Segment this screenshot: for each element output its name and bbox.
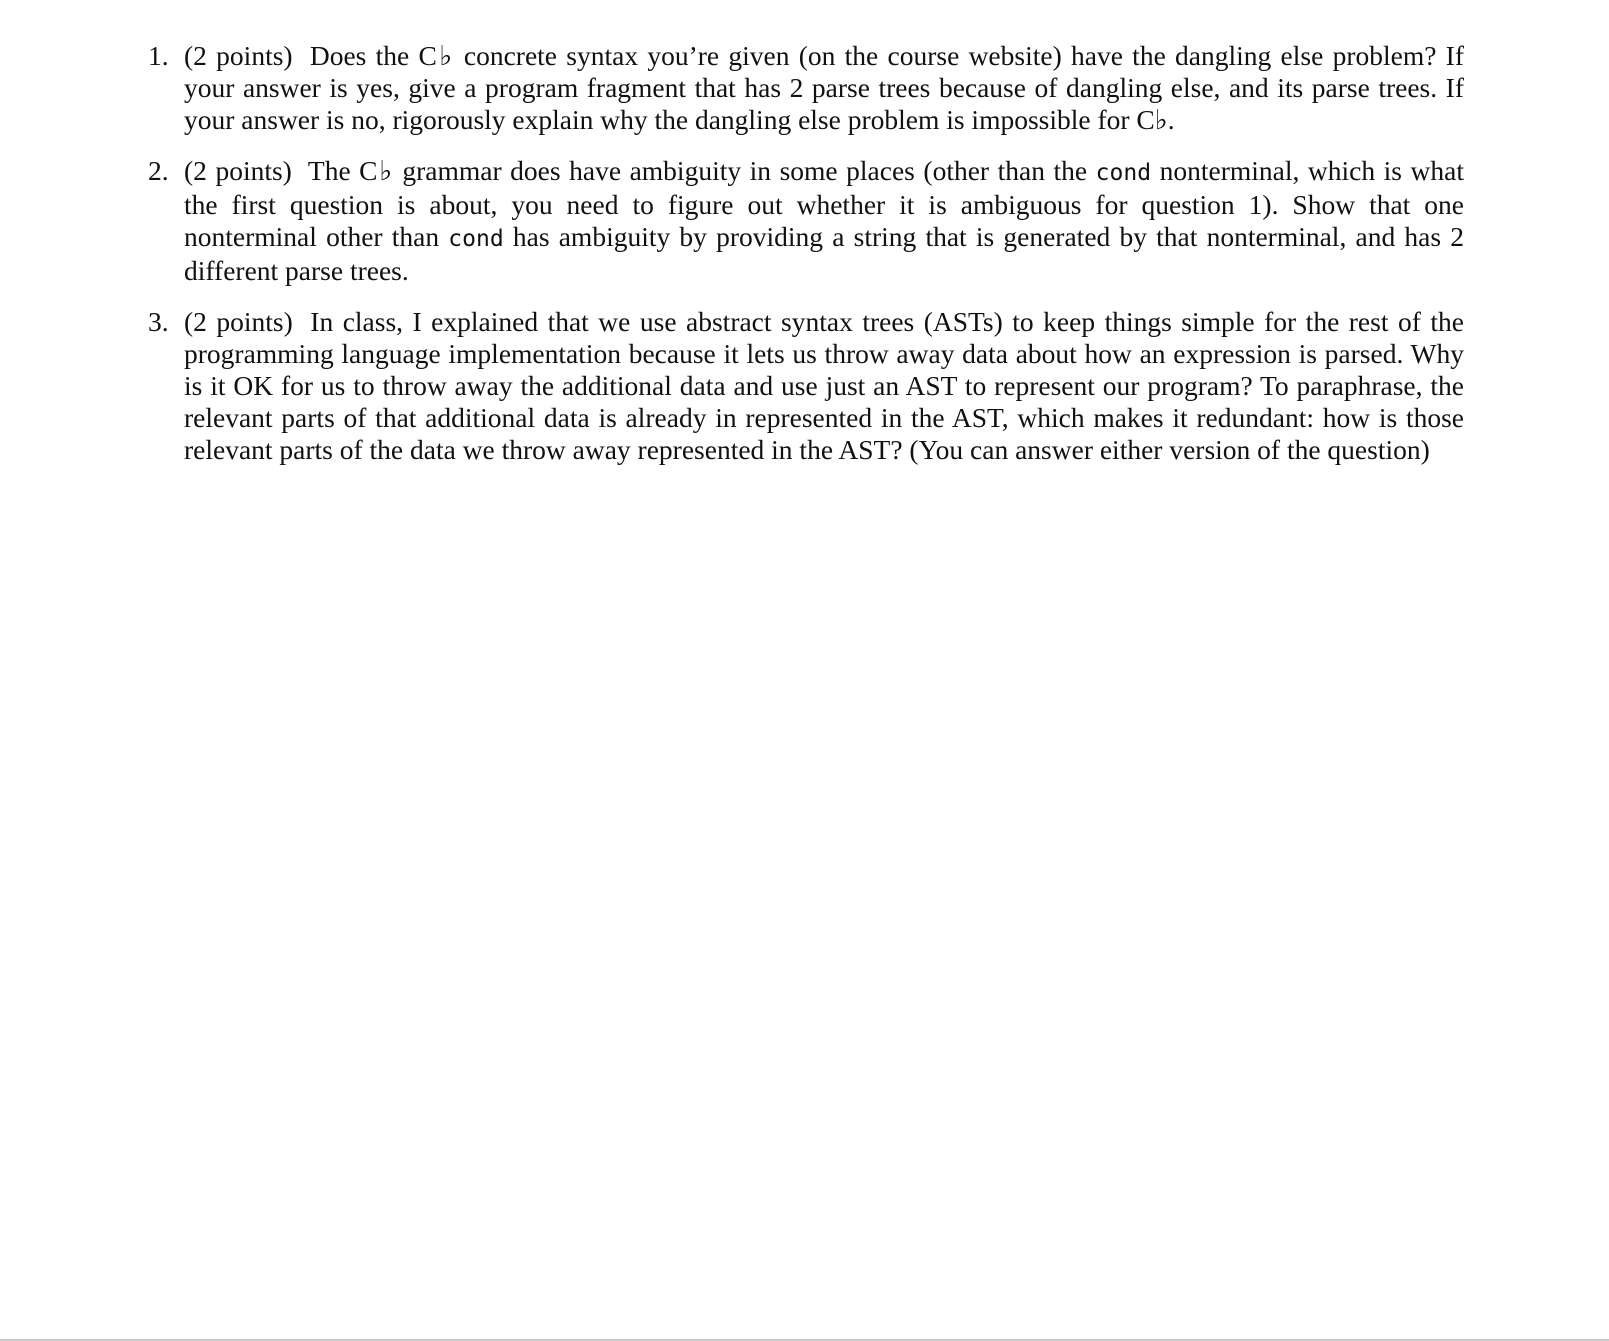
question-1: [148, 40, 1464, 136]
question-points: (2 points): [184, 155, 292, 186]
code-term: cond: [1095, 160, 1152, 186]
question-text-part: has ambiguity by providing a string that is generated by that nonterminal, and has 2 different parse trees.: [184, 221, 1464, 286]
question-text: Does the C♭ concrete syntax you’re given (on the course website) have the dangling else problem? If your answer is yes, give a program fragment that has 2 parse trees because of dangling else, and its parse trees. If your answer is no, rigorously explain why the dangling else problem is impossible for C♭.: [184, 40, 1464, 135]
question-number: 1.: [148, 40, 169, 71]
question-text-part: nonterminal, which is what the first question is about, you need to figure out whether it is ambiguous for question 1). Show that one nonterminal other than: [184, 155, 1464, 252]
question-text: In class, I explained that we use abstract syntax trees (ASTs) to keep things simple for the rest of the programming language implementation because it lets us throw away data about how an expression is parsed. Why is it OK for us to throw away the additional data and use just an AST to represent our program? To paraphrase, the relevant parts of that additional data is already in represented in the AST, which makes it redundant: how is those relevant parts of the data we throw away represented in the AST? (You can answer either version of the question): [184, 306, 1464, 465]
question-number: 2.: [148, 155, 169, 186]
question-3: [148, 306, 1464, 466]
question-text-part: The C♭ grammar does have ambiguity in some places (other than the: [307, 155, 1088, 186]
question-number: 3.: [148, 306, 169, 337]
question-points: (2 points): [184, 306, 293, 337]
question-2: [148, 155, 1464, 287]
question-points: (2 points): [184, 40, 293, 71]
code-term: cond: [448, 226, 504, 252]
question-list: [148, 40, 1464, 485]
